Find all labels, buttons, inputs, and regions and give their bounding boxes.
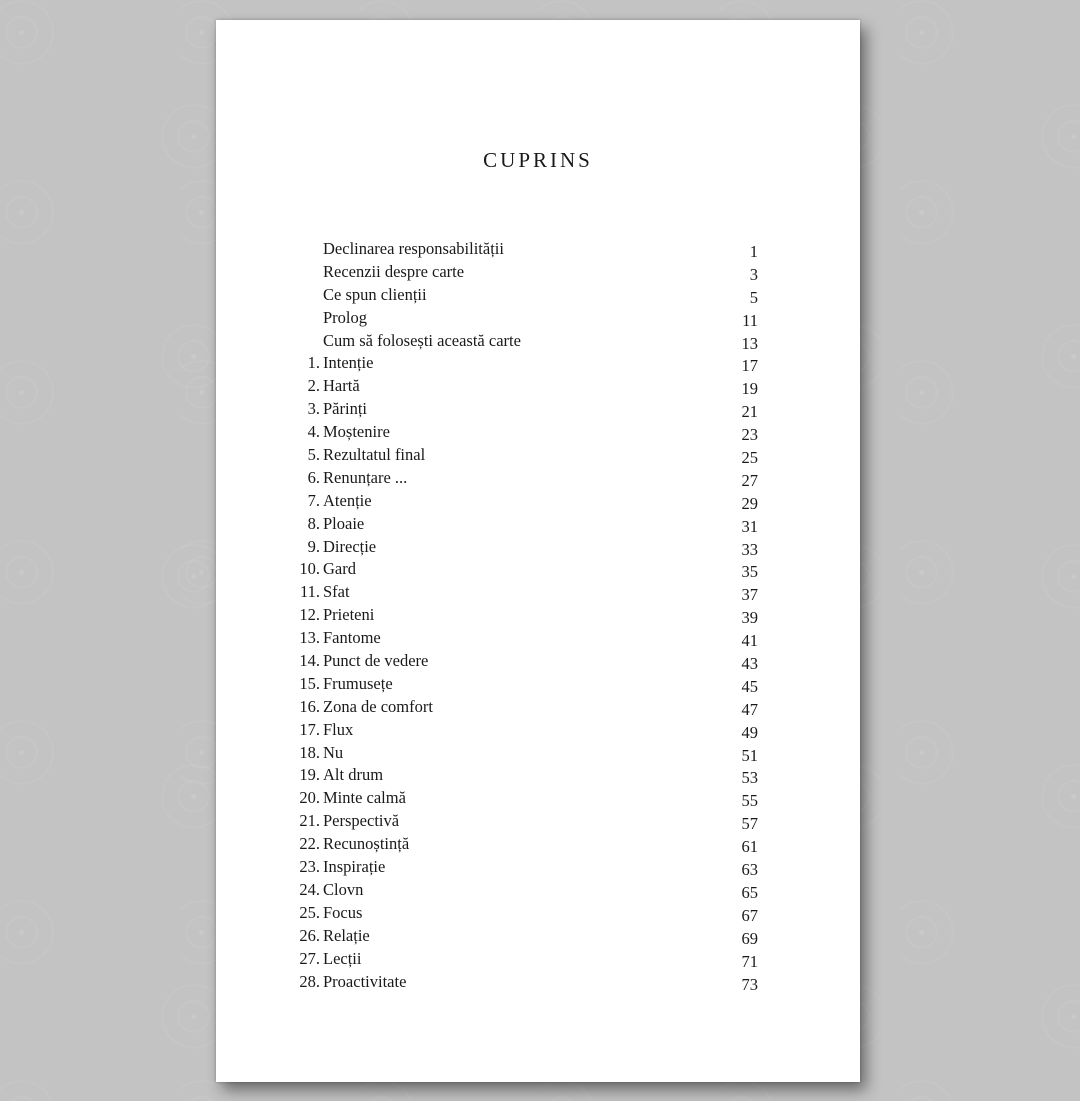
toc-entry-title: Fantome: [323, 628, 381, 648]
toc-entry: [276, 764, 758, 787]
toc-entry: [276, 673, 758, 696]
toc-entry: [276, 375, 758, 398]
toc-entry: [276, 879, 758, 902]
toc-entry-title: Punct de vedere: [323, 651, 429, 671]
toc-entry-number: 6.: [307, 467, 320, 487]
toc-entry-number: 14.: [299, 651, 320, 671]
toc-entry-title: Nu: [323, 742, 344, 762]
toc-entry-title: Direcție: [323, 536, 377, 556]
table-of-contents: [276, 238, 758, 993]
toc-entry-title: Lecții: [323, 948, 362, 968]
toc-entry-title: Moștenire: [323, 422, 390, 442]
toc-entry-page: 37: [741, 585, 758, 605]
toc-entry-title: Rezultatul final: [323, 445, 426, 465]
toc-entry: [276, 604, 758, 627]
toc-entry: [276, 650, 758, 673]
toc-entry-number: 22.: [299, 834, 320, 854]
toc-entry-number: 21.: [299, 811, 320, 831]
toc-entry-page: 25: [741, 448, 758, 468]
toc-entry-page: 51: [741, 745, 758, 765]
toc-entry-page: 69: [741, 928, 758, 948]
toc-entry-page: 13: [741, 333, 758, 353]
toc-entry: [276, 421, 758, 444]
toc-entry-page: 41: [741, 631, 758, 651]
toc-entry-number: 11.: [299, 582, 320, 602]
toc-entry-title: Ce spun clienții: [323, 284, 427, 304]
toc-entry-title: Perspectivă: [323, 811, 400, 831]
toc-entry-number: 9.: [307, 536, 320, 556]
toc-entry-number: 17.: [299, 719, 320, 739]
toc-entry-title: Declinarea responsabilității: [323, 239, 504, 258]
toc-entry-page: 5: [749, 287, 758, 307]
toc-entry-page: 65: [741, 882, 758, 902]
toc-entry-page: 19: [741, 379, 758, 399]
toc-entry-title: Renunțare ...: [323, 467, 408, 487]
toc-entry-title: Zona de comfort: [323, 696, 433, 716]
toc-entry: [276, 261, 758, 284]
toc-entry-page: 73: [741, 974, 758, 994]
toc-entry: [276, 787, 758, 810]
toc-entry-page: 17: [741, 356, 758, 376]
toc-entry-number: 15.: [299, 673, 320, 693]
toc-entry-title: Părinți: [323, 399, 367, 419]
toc-entry-page: 35: [741, 562, 758, 582]
toc-entry-title: Frumusețe: [323, 673, 393, 693]
toc-entry-number: 2.: [307, 376, 320, 396]
toc-entry-page: 39: [741, 608, 758, 628]
toc-entry: [276, 902, 758, 925]
toc-entry: [276, 330, 758, 353]
toc-entry-page: 47: [741, 699, 758, 719]
toc-entry-number: 20.: [299, 788, 320, 808]
toc-entry-title: Hartă: [323, 376, 360, 396]
toc-entry-page: 29: [741, 493, 758, 513]
toc-entry-number: 3.: [307, 399, 320, 419]
toc-entry-number: 8.: [307, 513, 320, 533]
toc-entry: [276, 238, 758, 261]
toc-entry: [276, 742, 758, 765]
toc-entry-title: Clovn: [323, 879, 364, 899]
toc-entry: [276, 833, 758, 856]
toc-entry-page: 33: [741, 539, 758, 559]
toc-entry-page: 71: [741, 951, 758, 971]
toc-entry-title: Prolog: [323, 307, 368, 327]
toc-entry: [276, 719, 758, 742]
toc-entry: [276, 925, 758, 948]
toc-entry-page: 57: [741, 814, 758, 834]
toc-entry-number: 23.: [299, 857, 320, 877]
toc-entry-number: 19.: [299, 765, 320, 785]
toc-entry-page: 63: [741, 860, 758, 880]
toc-entry-number: 10.: [299, 559, 320, 579]
toc-entry-page: 21: [741, 402, 758, 422]
toc-entry: [276, 444, 758, 467]
book-page: [216, 20, 860, 1082]
toc-entry: [276, 627, 758, 650]
toc-entry-page: 43: [741, 654, 758, 674]
toc-entry: [276, 810, 758, 833]
toc-entry-page: 31: [741, 516, 758, 536]
toc-entry-number: 24.: [299, 879, 320, 899]
toc-entry-page: 11: [742, 310, 758, 330]
toc-entry: [276, 513, 758, 536]
toc-entry: [276, 536, 758, 559]
toc-entry-number: 25.: [299, 902, 320, 922]
toc-entry-number: 27.: [299, 948, 320, 968]
toc-entry-title: Prieteni: [323, 605, 375, 625]
toc-entry-page: 3: [749, 264, 758, 284]
toc-entry-number: 5.: [307, 445, 320, 465]
toc-entry-number: 28.: [299, 971, 320, 991]
toc-entry-page: 45: [741, 676, 758, 696]
toc-entry: [276, 856, 758, 879]
toc-entry-page: 1: [749, 242, 758, 261]
toc-entry: [276, 352, 758, 375]
toc-entry: [276, 307, 758, 330]
toc-entry-title: Recenzii despre carte: [323, 261, 465, 281]
toc-entry: [276, 284, 758, 307]
toc-entry: [276, 696, 758, 719]
toc-entry-title: Atenție: [323, 490, 372, 510]
toc-entry-page: 53: [741, 768, 758, 788]
toc-entry: [276, 467, 758, 490]
toc-entry-title: Intenție: [323, 353, 374, 373]
toc-entry-title: Flux: [323, 719, 354, 739]
toc-entry-number: 1.: [307, 353, 320, 373]
toc-entry-number: 12.: [299, 605, 320, 625]
toc-entry-title: Cum să folosești această carte: [323, 330, 521, 350]
toc-entry-title: Focus: [323, 902, 363, 922]
toc-entry-title: Alt drum: [323, 765, 384, 785]
toc-entry: [276, 490, 758, 513]
toc-entry-title: Gard: [323, 559, 356, 579]
toc-entry-page: 27: [741, 470, 758, 490]
toc-entry-title: Relație: [323, 925, 370, 945]
toc-entry: [276, 558, 758, 581]
toc-entry-title: Proactivitate: [323, 971, 407, 991]
toc-entry: [276, 398, 758, 421]
page-title: CUPRINS: [483, 148, 593, 172]
toc-entry-number: 26.: [299, 925, 320, 945]
toc-entry-title: Sfat: [323, 582, 350, 602]
toc-entry-page: 61: [741, 837, 758, 857]
toc-entry-page: 23: [741, 425, 758, 445]
toc-entry: [276, 971, 758, 994]
toc-entry: [276, 581, 758, 604]
toc-entry-number: 7.: [307, 490, 320, 510]
toc-entry: [276, 948, 758, 971]
toc-entry-title: Minte calmă: [323, 788, 406, 808]
toc-entry-number: 18.: [299, 742, 320, 762]
toc-entry-title: Ploaie: [323, 513, 365, 533]
toc-entry-title: Recunoștință: [323, 834, 410, 854]
toc-entry-page: 55: [741, 791, 758, 811]
toc-entry-title: Inspirație: [323, 857, 386, 877]
toc-entry-number: 4.: [307, 422, 320, 442]
toc-entry-page: 49: [741, 722, 758, 742]
toc-entry-page: 67: [741, 905, 758, 925]
toc-entry-number: 13.: [299, 628, 320, 648]
toc-entry-number: 16.: [299, 696, 320, 716]
